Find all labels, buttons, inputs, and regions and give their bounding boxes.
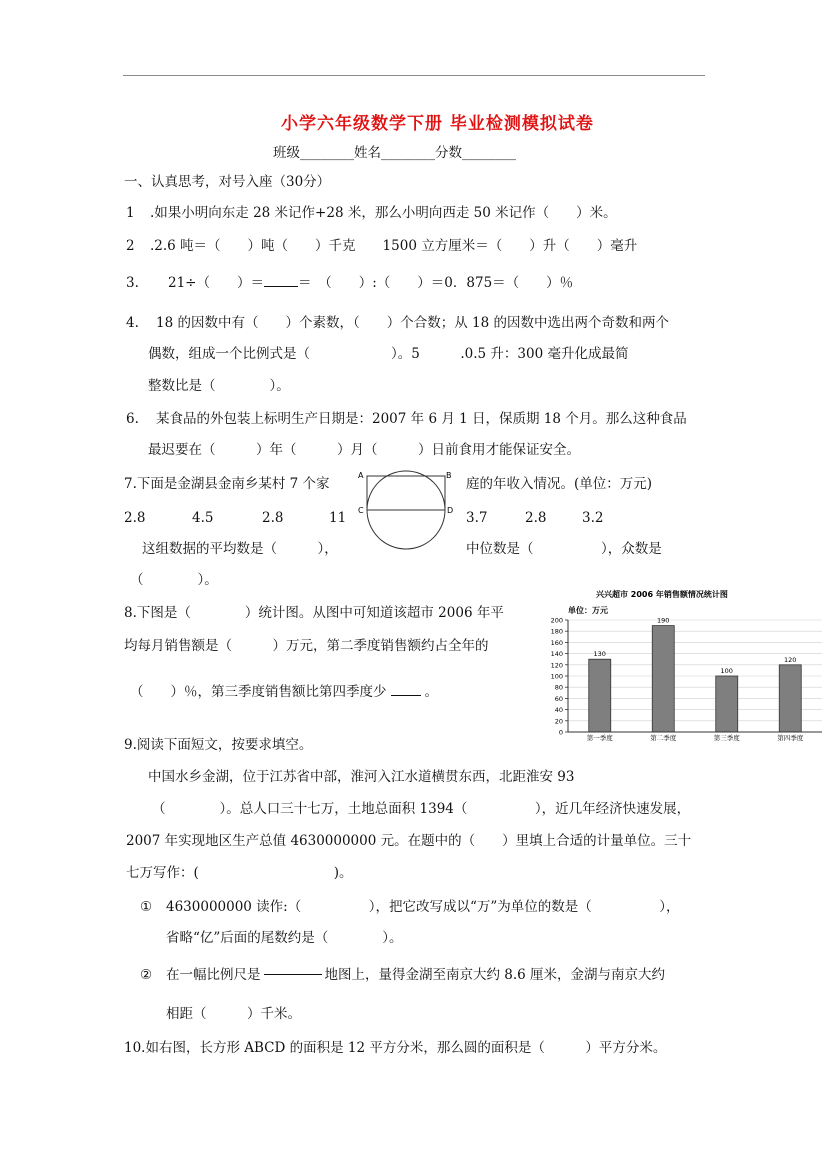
y-tick-label: 180	[550, 627, 563, 636]
question-number: 6.	[126, 411, 139, 427]
bar-value-label: 130	[593, 650, 606, 659]
answer-blank	[391, 694, 421, 696]
y-tick-label: 160	[550, 638, 563, 647]
question-3	[168, 277, 573, 291]
question-4-line-1: 18 的因数中有（ ）个素数，（ ）个合数；从 18 的因数中选出两个奇数和两个	[156, 315, 669, 331]
question-3-part-b: ＝ （ ）:（ ）＝0．875＝（ ）％	[298, 275, 574, 291]
x-category-label: 第四季度	[777, 734, 804, 742]
y-tick-label: 60	[554, 694, 563, 703]
question-4-line-2: 偶数，组成一个比例式是（ ）。5 .0.5 升：300 毫升化成最简	[148, 346, 629, 362]
subitem-2-text-a: 在一幅比例尺是	[166, 967, 261, 983]
x-category-label: 第二季度	[650, 734, 677, 742]
bar-value-label: 120	[784, 655, 797, 664]
x-category-label: 第一季度	[586, 734, 613, 742]
y-tick-label: 40	[554, 706, 563, 715]
question-8-line-1: 8.下图是（ ）统计图。从图中可知道该超市 2006 年平	[124, 605, 504, 621]
question-7-left: 7.下面是金湖县金南乡某村 7 个家	[124, 476, 330, 492]
question-8-line-3-end: 。	[424, 684, 438, 700]
subitem-marker: ②	[140, 967, 153, 983]
circle-rectangle-figure	[355, 468, 455, 554]
question-number: 3.	[126, 275, 139, 291]
question-10: 10.如右图，长方形 ABCD 的面积是 12 平方分米，那么圆的面积是（ ）平方分米。	[124, 1040, 667, 1056]
header-rule	[123, 75, 705, 76]
question-number: 4.	[126, 315, 139, 331]
label-b: B	[446, 471, 452, 480]
data-value: 2.8	[525, 510, 547, 526]
question-7-line-3-right: 中位数是（ ），众数是	[466, 541, 662, 557]
bar	[652, 626, 674, 732]
question-1: .如果小明向东走 28 米记作+28 米，那么小明向西走 50 米记作（ ）米。	[150, 205, 617, 221]
question-9-paragraph-4: 七万写作：( )。	[126, 865, 353, 881]
scale-blank	[264, 973, 322, 975]
label-a: A	[358, 471, 364, 480]
question-7-right: 庭的年收入情况。(单位：万元)	[466, 476, 653, 492]
x-category-label: 第三季度	[713, 734, 740, 742]
y-tick-label: 0	[558, 728, 563, 737]
section-heading: 一、认真思考，对号入座（30分）	[124, 174, 331, 190]
y-tick-label: 80	[554, 683, 563, 692]
data-value: 11	[329, 510, 347, 526]
question-9-paragraph-3: 2007 年实现地区生产总值 4630000000 元。在题中的（ ）里填上合适的计量单位。三十	[126, 833, 692, 849]
subitem-marker: ①	[140, 899, 153, 915]
subitem-2-line-2: 相距（ ）千米。	[166, 1006, 301, 1022]
page-title: 小学六年级数学下册 毕业检测模拟试卷	[281, 114, 594, 134]
subitem-2-line-1	[166, 969, 665, 983]
question-6-line-2: 最迟要在（ ）年（ ）月（ ）日前食用才能保证安全。	[148, 442, 580, 458]
question-8-line-3	[130, 686, 438, 700]
bar	[589, 659, 611, 732]
header-fields: 班级________姓名________分数________	[273, 145, 516, 161]
question-9-paragraph-2: （ ）。总人口三十七万，土地总面积 1394（ ），近几年经济快速发展，	[152, 801, 691, 817]
y-tick-label: 100	[550, 672, 563, 681]
y-tick-label: 140	[550, 650, 563, 659]
question-7-line-3-left: 这组数据的平均数是（ ），	[142, 541, 338, 557]
question-4-line-3: 整数比是（ ）。	[148, 378, 290, 394]
chart-bars	[589, 617, 802, 732]
label-d: D	[447, 506, 454, 515]
bar	[716, 676, 738, 732]
question-8-line-2: 均每月销售额是（ ）万元，第二季度销售额约占全年的	[124, 638, 489, 654]
subitem-1-line-1: 4630000000 读作:（ ），把它改写成以“万”为单位的数是（ ），	[166, 899, 680, 915]
sales-bar-chart	[540, 582, 827, 742]
data-value: 2.8	[124, 510, 146, 526]
data-value: 3.2	[582, 510, 604, 526]
fraction-blank	[264, 285, 298, 287]
data-value: 4.5	[192, 510, 214, 526]
chart-title: 兴兴超市 2006 年销售额情况统计图	[596, 590, 728, 599]
y-tick-label: 120	[550, 661, 563, 670]
subitem-1-line-2: 省略“亿”后面的尾数约是（ ）。	[166, 930, 403, 946]
question-number: 1	[126, 205, 135, 221]
rectangle-abcd	[367, 476, 445, 510]
question-2: .2.6 吨＝（ ）吨（ ）千克 1500 立方厘米＝（ ）升（ ）毫升	[150, 238, 638, 254]
bar-value-label: 100	[720, 667, 733, 675]
question-number: 2	[126, 238, 135, 254]
bar	[779, 665, 801, 732]
subitem-2-text-b: 地图上，量得金湖至南京大约 8.6 厘米，金湖与南京大约	[324, 967, 666, 983]
question-3-part-a: 21÷（ ）＝	[168, 275, 264, 291]
question-9-title: 9.阅读下面短文，按要求填空。	[124, 737, 313, 753]
data-value: 3.7	[466, 510, 488, 526]
question-7-line-4: （ ）。	[130, 572, 218, 588]
bar-value-label: 190	[657, 616, 670, 625]
question-9-paragraph-1: 中国水乡金湖，位于江苏省中部，淮河入江水道横贯东西，北距淮安 93	[148, 769, 575, 785]
question-8-line-3-text: （ ）％，第三季度销售额比第四季度少	[130, 684, 387, 700]
y-tick-label: 20	[554, 717, 563, 726]
label-c: C	[358, 506, 364, 515]
question-6-line-1: 某食品的外包装上标明生产日期是：2007 年 6 月 1 日，保质期 18 个月。那么这种食品	[156, 411, 687, 427]
y-tick-label: 200	[550, 616, 563, 625]
chart-unit-label: 单位：万元	[568, 606, 608, 615]
data-value: 2.8	[262, 510, 284, 526]
